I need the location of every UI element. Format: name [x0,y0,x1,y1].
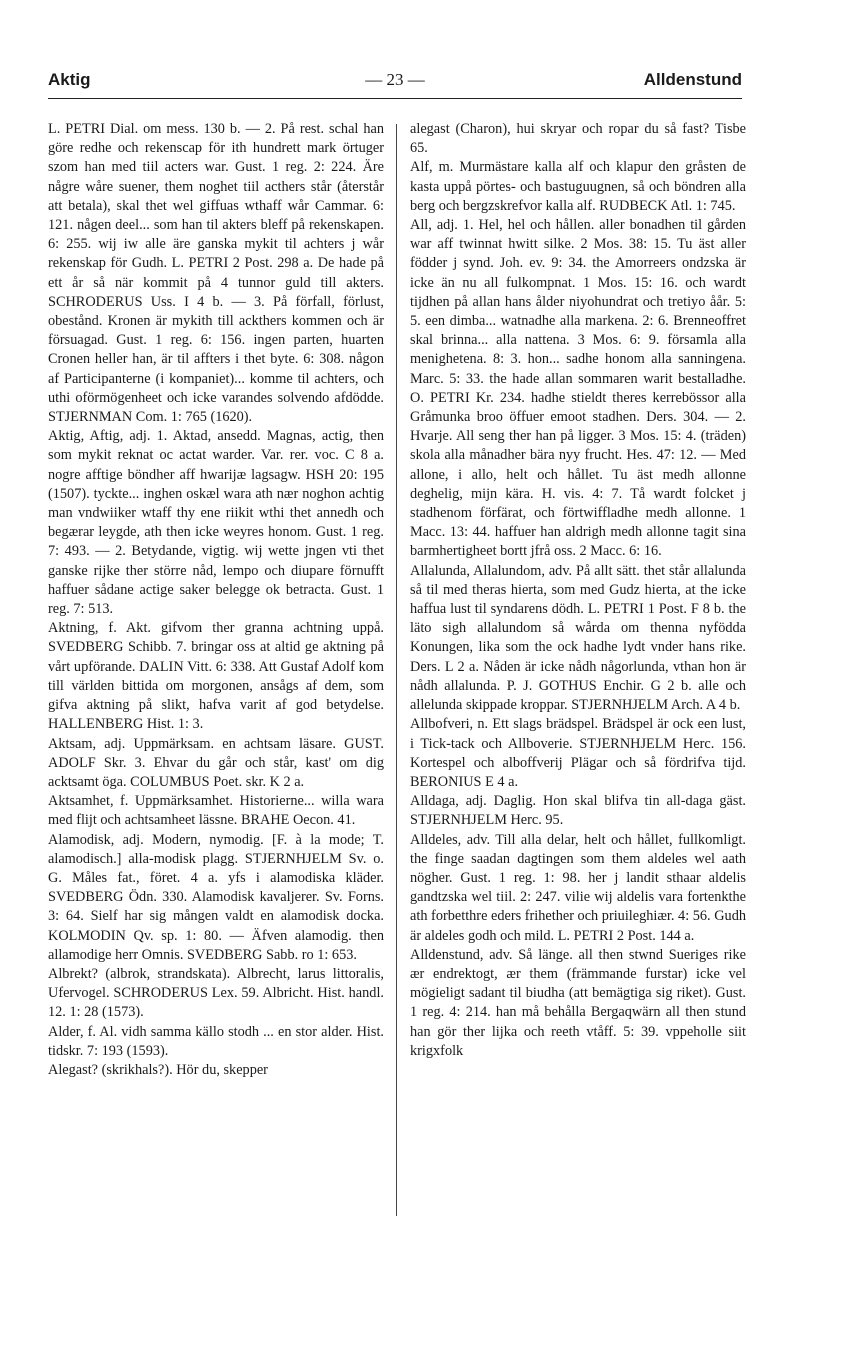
entry-paragraph: Albrekt? (albrok, strandskata). Albrecht, larus littoralis, Ufervogel. SCHRODERUS Lex. 59. Albricht. Hist. handl. 12. 1: 28 (1573). [48,965,384,1021]
entry-paragraph: Aktig, Aftig, adj. 1. Aktad, ansedd. Magnas, actig, then som mykit reknat oc actat warder. Var. rer. voc. C 8 a. nogre afftige böndher aff hwarijæ lagsagw. HSH 20: 195 (1507). tyckte... inghen oskæl wara ath nær noghon achtig man vndwiiker wtaff thy ene riikit wthi thet annedh och begærar leygde, ath then icke weyres honom. Gust. 1 reg. 7: 493. — 2. Betydande, vigtig. wij wette jngen vti thet ganske rijke ther större nåd, lempo och diupare förnufft haffuer sådane actige saker belegge ok betracta. Gust. 1 reg. 7: 513. [48,428,384,618]
entry-paragraph: Alf, m. Murmästare kalla alf och klapur den gråsten de kasta uppå pörtes- och bastuguugnen, så och böndren alla berg och bergzskrefvor kalla alf. RUDBECK Atl. 1: 745. [410,159,746,214]
header-last-entry: Alldenstund [643,70,742,89]
entry-paragraph: Alder, f. Al. vidh samma källo stodh ... en stor alder. Hist. tidskr. 7: 193 (1593). [48,1023,384,1059]
running-header [48,70,742,96]
entry-paragraph: Alldeles, adv. Till alla delar, helt och hållet, fullkomligt. the finge saadan dagtingen som them aldeles wel aath nögher. Gust. 1 reg. 1: 98. her j landit sthaar aldelis gandtzska wel tiil. 2: 247. vilie wij aldelis vara fortenkthe ath forbetthre eders frihether och priuileghiær. 4: 56. Gudh är aldeles godh och mild. L. PETRI 2 Post. 144 a. [410,831,746,944]
entry-paragraph: All, adj. 1. Hel, hel och hållen. aller bonadhen til gården war aff twinnat hwitt silke. 2 Mos. 38: 15. Tu äst aller födder j synd. Joh. ev. 9: 34. the Amorreers ondzska är icke än nu all fulkompnat. 1 Mos. 15: 16. och wardt tijdhen på allan hans ålder niyohundrat och tretiyo åår. 5: 5. een dimba... watnadhe alla markena. 2: 6. Brenneoffret skal brinna... alla nattena. 3 Mos. 6: 9. församla alla menighetena. 8: 3. hon... sadhe honom alla sanningena. Marc. 5: 33. the hade allan sommaren warit bestalladhe. O. PETRI Kr. 234. hadhe stieldt theres kerrebössor alla Gråmunka broo öffuer emoot stadhen. Ders. 304. — 2. Hvarje. All seng ther han på ligger. 3 Mos. 15: 4. (träden) skola alla månadher bära nyy frucht. Hes. 47: 12. — Med allone, i allo, helt och hållet. Tu äst medh allonne deghelig, mijn kära. H. vis. 4: 7. Tå wardt folcket j stadhenom förfärat, och förtwiffladhe medh allonne. 1 Macc. 13: 44. haffuer han aldrigh medh allonne tagit sina barmhertigheet bortt jfrå oss. 2 Macc. 6: 16. [410,217,746,560]
entry-paragraph: Aktning, f. Akt. gifvom ther granna achtning uppå. SVEDBERG Schibb. 7. bringar oss at altid ge aktning på vårt upförande. DALIN Vitt. 6: 338. Att Gustaf Adolf kom till världen bittida om morgonen, ansågs af dem, som gifva aktning på slikt, hafva varit af god betydelse. HALLENBERG Hist. 1: 3. [48,620,384,733]
page-number: — 23 — [365,70,425,89]
left-column [48,120,384,1080]
entry-paragraph: Aktsamhet, f. Uppmärksamhet. Historierne... willa wara med flijt och achtsamheet lässne. BRAHE Oecon. 41. [48,793,384,829]
entry-paragraph: Alamodisk, adj. Modern, nymodig. [F. à la mode; T. alamodisch.] alla-modisk plagg. STJERNHJELM Sv. o. G. Måles fat., föret. 4 a. yfs i alamodiska kläder. SVEDBERG Ödn. 330. Alamodisk kavaljerer. Sv. Forns. 3: 64. Sielf har sig mången valdt en alamodisk docka. KOLMODIN Qv. sp. 1: 80. — Äfven alamodig. then allamodige herr Omnis. SVEDBERG Sabb. ro 1: 653. [48,831,384,963]
entry-paragraph: Aktsam, adj. Uppmärksam. en achtsam läsare. GUST. ADOLF Skr. 3. Ehvar du går och står, kast' om dig acktsamt öga. COLUMBUS Poet. skr. K 2 a. [48,735,384,790]
right-column [410,120,746,1061]
header-first-entry: Aktig [48,70,91,89]
entry-paragraph: Allbofveri, n. Ett slags brädspel. Brädspel är ock een lust, i Tick-tack och Allboverie. STJERNHJELM Herc. 156. Kortespel och alboffverij Plägar och så fördrifva tijd. BERONIUS E 4 a. [410,716,746,790]
entry-paragraph: Alldaga, adj. Daglig. Hon skal blifva tin all-daga gäst. STJERNHJELM Herc. 95. [410,793,746,829]
entry-paragraph: Allalunda, Allalundom, adv. På allt sätt. thet står allalunda så til med theras hierta, som med Gudz hierta, at the icke haffua lust til syndarens dödh. L. PETRI 1 Post. F 8 b. the läto sigh allalundom så wårda om thenna nyföddа Konungen, lika som the ock hadhe lydt vnder hans rike. Ders. L 2 a. Nåden är icke nådh någorlunda, vthan hon är nådh allalunda. P. J. GOTHUS Enchir. G 2 b. alle och allelunda skippade kroppar. STJERNHJELM Arch. A 4 b. [410,562,746,714]
header-rule [48,98,742,99]
column-divider [396,124,397,1216]
entry-paragraph: Alegast? (skrikhals?). Hör du, skepper [48,1061,268,1078]
entry-paragraph: Alldenstund, adv. Så länge. all then stwnd Sueriges rike ær endrektogt, ær them (främmande furstar) icke vel mögieligt sadant til biudha (att bemägtiga sig riket). Gust. 1 reg. 4: 214. han må behålla Bergaqwärn all then stund han gör ther lijka och reeth vtåff. 5: 39. vppeholle siit krigxfolk [410,946,746,1059]
entry-paragraph: alegast (Charon), hui skryar och ropar du så fast? Tisbe 65. [410,121,746,157]
entry-paragraph: L. PETRI Dial. om mess. 130 b. — 2. På rest. schal han göre redhe och rekenscap för ith hundrett mark örtuger szom han med tiil acters war. Gust. 1 reg. 2: 224. Äre någre wåre suener, them noghet tiil acthers står (återstår att betala), skal thet wel giffuas wthaff wår Cammar. 6: 121. någen deel... som han til akters bleff på rekenskapen. 6: 255. wij iw alle äre ganska mykit til achters j wår rekenskap för Gudh. L. PETRI 2 Post. 298 a. De hade på ett år så när kommit på 4 tunnor guld till akters. SCHRODERUS Uss. I 4 b. — 3. På förfall, förlust, obestånd. Kronen är mykith till ackthers kommen och är försuagad. Gust. 1 reg. 6: 156. ingen parten, huarten Cronen heller han, är til affters i thet byte. 6: 308. någon af Participanterne (i kompaniet)... komme til achters, och uthi oförmögenheet och icke varandes solvendo afdödde. STJERNMAN Com. 1: 765 (1620). [48,121,384,426]
